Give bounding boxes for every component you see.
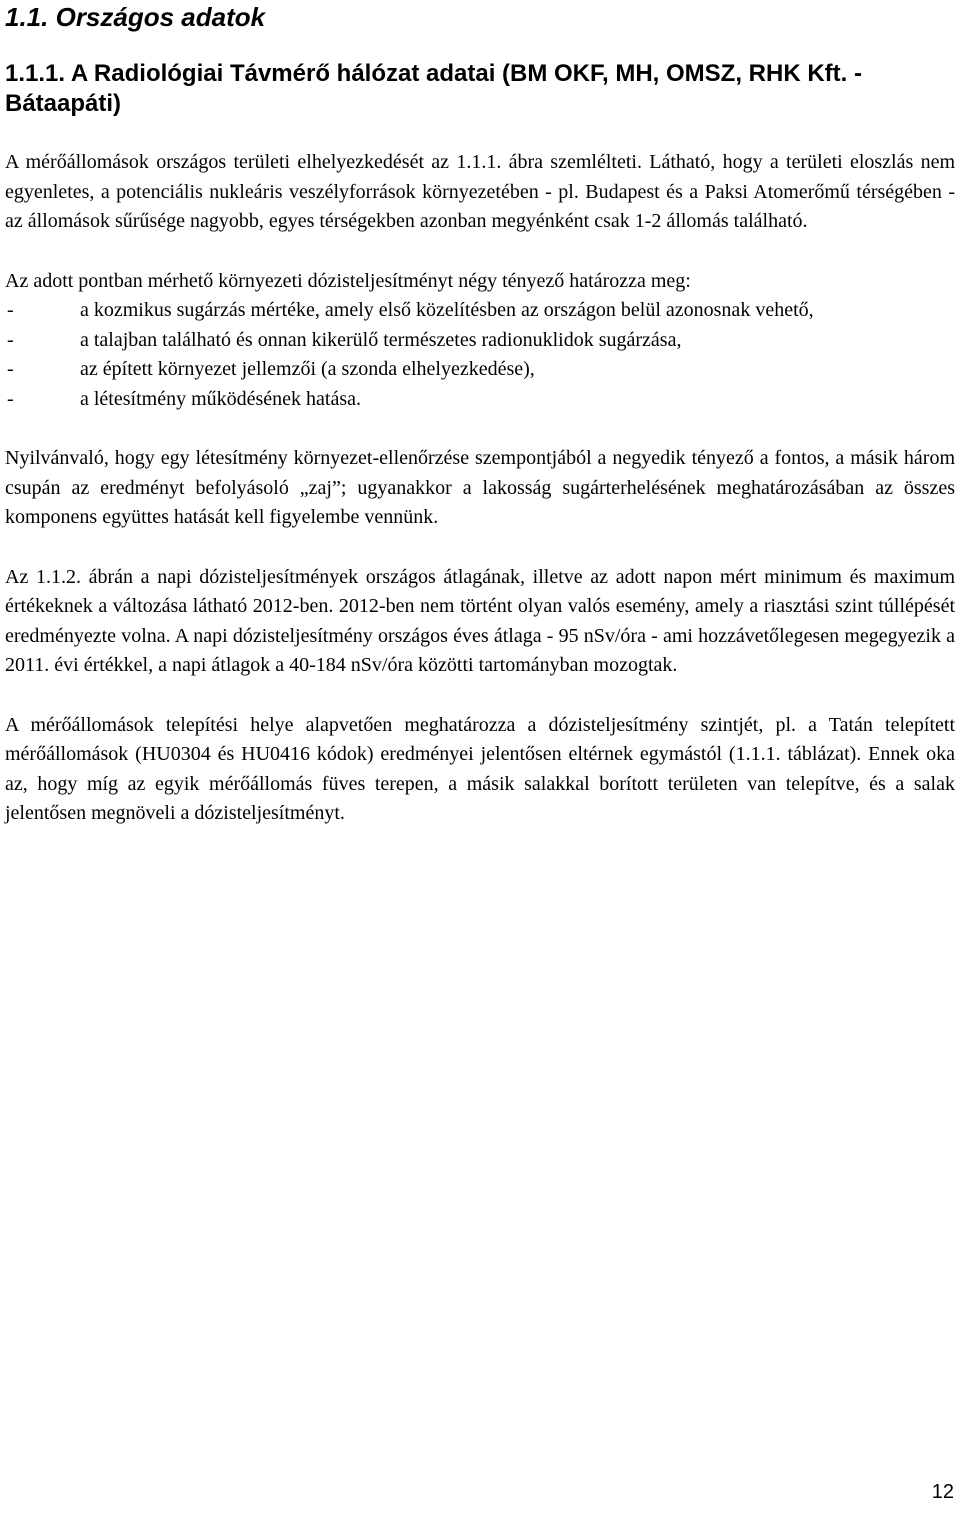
list-dash: -	[7, 358, 14, 380]
subsection-title: 1.1.1. A Radiológiai Távmérő hálózat adatai (BM OKF, MH, OMSZ, RHK Kft. - Bátaapáti)	[5, 60, 862, 117]
list-item-text: a kozmikus sugárzás mértéke, amely első közelítésben az országon belül azonosnak vehető,	[80, 299, 814, 321]
placement-paragraph: A mérőállomások telepítési helye alapvetően meghatározza a dózisteljesítmény szintjét, pl. a Tatán telepített mérőállomások (HU0304 és HU0416 kódok) eredményei jelentősen eltérnek egymástól (1.1.1. táblázat). Ennek oka az, hogy míg az egyik mérőállomás füves terepen, a másik salakkal borított területen van telepítve, és a salak jelentősen megnöveli a dózisteljesítményt.	[5, 713, 955, 824]
list-item-text: az épített környezet jellemzői (a szonda elhelyezkedése),	[80, 358, 535, 380]
page-content	[5, 0, 955, 829]
section-title: 1.1. Országos adatok	[5, 2, 266, 32]
list-dash: -	[7, 387, 14, 410]
obvious-paragraph: Nyilvánvaló, hogy egy létesítmény környezet-ellenőrzése szempontjából a negyedik tényező a fontos, a másik három csupán az eredményt befolyásoló „zaj”; ugyanakkor a lakosság sugárterhelésének meghatározásában az összes komponens együttes hatását kell figyelembe vennünk.	[5, 447, 955, 528]
list-item	[5, 355, 955, 385]
figure-reference-paragraph: Az 1.1.2. ábrán a napi dózisteljesítmények országos átlagának, illetve az adott napon mért minimum és maximum értékeknek a változása látható 2012-ben. 2012-ben nem történt olyan valós esemény, amely a riasztási szint túllépését eredményezte volna. A napi dózisteljesítmény országos éves átlaga - 95 nSv/óra - ami hozzávetőlegesen megegyezik a 2011. évi értékkel, a napi átlagok a 40-184 nSv/óra közötti tartományban mozogtak.	[5, 565, 955, 676]
factors-list	[5, 296, 955, 414]
list-item	[5, 385, 955, 415]
list-item	[5, 296, 955, 326]
list-item-text: a talajban található és onnan kikerülő természetes radionuklidok sugárzása,	[80, 328, 682, 351]
list-item-text: a létesítmény működésének hatása.	[80, 387, 362, 410]
list-dash: -	[7, 299, 14, 321]
factors-intro-paragraph: Az adott pontban mérhető környezeti dózisteljesítményt négy tényező határozza meg:	[5, 269, 691, 292]
intro-paragraph: A mérőállomások országos területi elhelyezkedését az 1.1.1. ábra szemlélteti. Látható, hogy a területi eloszlás nem egyenletes, a potenciális nukleáris veszélyforrások környezetében - pl. Budapest és a Paksi Atomerőmű térségében - az állomások sűrűsége nagyobb, egyes térségekben azonban megyénként csak 1-2 állomás található.	[5, 151, 955, 232]
list-item	[5, 326, 955, 356]
list-dash: -	[7, 328, 14, 351]
page-number: 12	[931, 1481, 954, 1503]
